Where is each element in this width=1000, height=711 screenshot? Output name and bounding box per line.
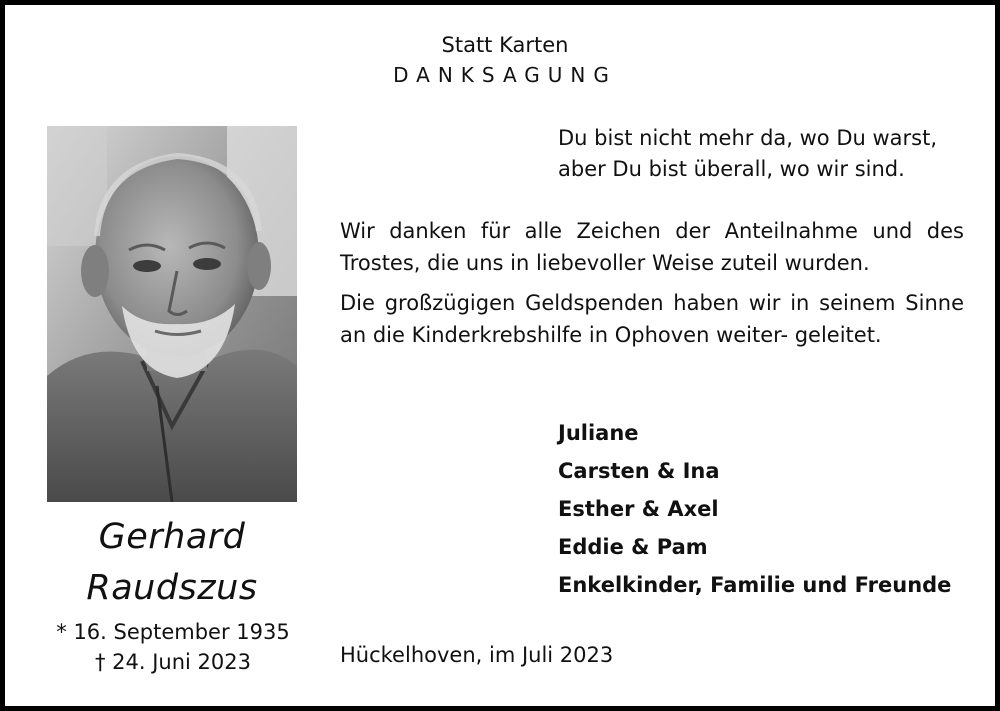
header-subtitle: Statt Karten <box>441 33 569 57</box>
birth-date: * 16. September 1935 <box>56 620 290 644</box>
death-date: † 24. Juni 2023 <box>94 650 251 674</box>
deceased-first-name: Gerhard <box>98 517 246 557</box>
quote-line: Du bist nicht mehr da, wo Du warst, <box>558 126 938 150</box>
family-member: Eddie & Pam <box>558 535 708 559</box>
deceased-last-name: Raudszus <box>86 568 258 608</box>
quote-line: aber Du bist überall, wo wir sind. <box>558 157 905 181</box>
family-member: Carsten & Ina <box>558 459 720 483</box>
family-member: Esther & Axel <box>558 497 719 521</box>
memorial-quote <box>558 123 978 185</box>
family-signatures <box>558 414 978 604</box>
thanks-paragraph: Wir danken für alle Zeichen der Anteilnahme und des Trostes, die uns in liebevoller Weise zuteil wurden. <box>340 219 964 275</box>
donation-paragraph: Die großzügigen Geldspenden haben wir in seinem Sinne an die Kinderkrebshilfe in Ophoven weiter- geleitet. <box>340 291 964 347</box>
place-and-date: Hückelhoven, im Juli 2023 <box>340 643 614 667</box>
header-title: DANKSAGUNG <box>393 63 617 87</box>
portrait-photo <box>47 126 297 502</box>
family-member: Juliane <box>558 421 639 445</box>
family-member: Enkelkinder, Familie und Freunde <box>558 573 952 597</box>
